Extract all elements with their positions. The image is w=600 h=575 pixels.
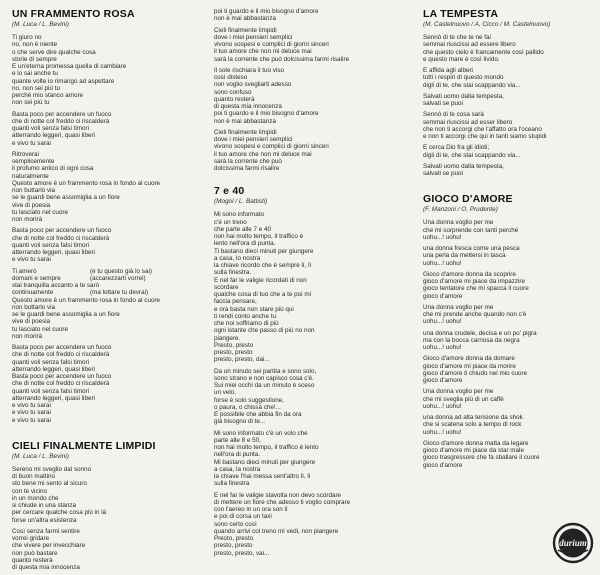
lyric-line: e vivo tu sarai: [12, 139, 51, 147]
lyric-line: lento nell'ora di punta.: [214, 240, 276, 248]
logo-text: durium: [559, 538, 587, 548]
stanza: [423, 414, 593, 436]
lyric-line: Salvati uomo dalla tempesta,: [423, 92, 504, 100]
stanza: [423, 388, 593, 410]
lyric-line: gioco d'amore mi piace da morire: [423, 362, 516, 370]
lyric-line: Da un minuto sei partita e sono solo,: [214, 367, 317, 375]
lyric-line: sono certo così: [214, 520, 257, 528]
stanza: [214, 129, 404, 173]
lyric-line: una donna crudele, decisa e un po' pigra: [423, 329, 537, 337]
lyric-line: non buttarlo via: [12, 303, 56, 311]
song-credit-frammento: (M. Luca / L. Bevini): [12, 21, 69, 28]
lyric-line: E nel far le valigie ricordati di non: [214, 276, 307, 284]
lyric-line: semmai riuscissi ad essere libero: [423, 41, 516, 49]
lyric-line: atterrando leggeri, quasi liberi: [12, 249, 95, 256]
song-title-sette: 7 e 40: [214, 185, 245, 198]
stanza: [214, 67, 404, 125]
lyric-line: dove i miei pensieri semplici: [214, 33, 293, 41]
lyric-line: Gioco d'amore donna da domare: [423, 355, 515, 363]
lyric-line: quanto resterà: [12, 556, 53, 564]
song-credit-cieli: (M. Luca / L. Bevini): [12, 452, 69, 460]
song-title-gioco: GIOCO D'AMORE: [423, 193, 513, 206]
lyric-line: no, non sei più tu: [12, 84, 60, 92]
stanza: [214, 430, 404, 488]
song-credit-tempesta: (M. Castelnuovo / A. Cicco / M. Castelnuovo): [423, 21, 551, 28]
stanza: [423, 111, 593, 140]
lyric-line: e questo mare è così livido.: [423, 55, 500, 63]
lyric-line: uohu...! uohu!: [423, 233, 462, 241]
lyric-line: sono confuso: [214, 88, 252, 96]
lyric-line: [12, 268, 202, 275]
lyric-line: Cieli finalmente limpidi: [214, 26, 277, 34]
lyric-line: uohu...! uohu!: [423, 344, 462, 351]
lyric-line: quanti voli senza falsi timori: [12, 387, 89, 395]
lyric-line: e vivo tu sarai: [12, 402, 51, 409]
lyric-line: una perla da mettersi in tasca: [423, 252, 506, 260]
stanza: [214, 368, 404, 426]
lyric-line: quanti voli senza falsi timori: [12, 125, 89, 132]
lyric-line: vive di poesia: [12, 318, 51, 326]
lyric-text: continuamente: [12, 289, 54, 297]
column-left: [12, 8, 202, 575]
lyric-line: salvati se puoi: [423, 100, 463, 107]
lyric-line: vivono sospesi e complici di giorni sinceri: [214, 41, 329, 48]
lyric-line: Mi sono informato: [214, 211, 265, 219]
lyric-text: Ti amerò: [12, 267, 37, 275]
lyric-line: sulla finestra: [214, 480, 250, 488]
lyric-line: Basta poco per accendere un fuoco: [12, 110, 112, 118]
lyric-line: Ti bastano dieci minuti per giungere: [214, 247, 314, 255]
stanza: [423, 163, 593, 178]
lyric-line: vive di poesia: [12, 201, 51, 209]
lyric-line: Una donna voglio per me: [423, 303, 494, 311]
lyric-line: Questo amore è un frammento rosa in fondo al cuore: [12, 296, 161, 304]
lyric-text: domani e sempre: [12, 274, 61, 282]
stanza: [423, 34, 593, 63]
lyric-line: tu lasciato nel cuore: [12, 325, 69, 333]
lyric-line: presto, presto, dai...: [214, 356, 270, 364]
lyric-line: ogni istante che passo di più no non: [214, 327, 315, 335]
lyric-line: quando arrivi col treno mi vedi, non piangere: [214, 527, 339, 535]
lyric-line: che non ti accorgi che l'affatto ora l'oceano: [423, 125, 542, 133]
lyric-line: e poi di corsa un taxi: [214, 513, 272, 521]
lyric-line: il tuo amore che non mi deluce mai: [214, 48, 312, 56]
lyric-line: salvati se puoi: [423, 170, 463, 177]
lyric-line: e vivo tu sarai: [12, 416, 51, 424]
lyric-line: presto, presto, vai...: [214, 549, 270, 557]
lyric-line: Sui miei occhi da un minuto è sceso: [214, 382, 315, 389]
lyrics-cieli-part1: [12, 466, 202, 572]
lyric-line: che mi sorprende con tanti perché: [423, 226, 519, 234]
stanza: [12, 111, 202, 147]
lyric-line: Ritroverai: [12, 150, 39, 158]
lyric-line: [12, 275, 202, 282]
lyric-line: che noi soffriamo di più: [214, 320, 279, 327]
stanza: [423, 93, 593, 108]
lyric-line: È possibile che abbia fin da ora: [214, 411, 302, 418]
lyric-line: Mi bastano dieci minuti per giungere: [214, 458, 316, 466]
stanza: [423, 271, 593, 300]
lyric-line: Il sole rischiara il tuo viso: [214, 66, 284, 74]
lyric-line: a casa, la nostra: [214, 465, 261, 473]
lyric-line: uohu...! uohu!: [423, 318, 462, 326]
lyric-line: che mi prende anche quando non c'è: [423, 311, 527, 318]
stanza: [423, 219, 593, 241]
lyric-line: non morirà: [12, 216, 43, 223]
lyric-line: E cerca Dio fra gli idioti;: [423, 144, 490, 152]
lyric-line: di questa mia innocenza: [12, 564, 80, 571]
lyric-line: gioco trasgressore che fa sballare il cuore: [423, 454, 540, 462]
lyric-line: Ti giuro no: [12, 34, 42, 41]
durium-logo: [552, 522, 594, 564]
lyric-line: Sennò di te che te ne fai: [423, 34, 491, 41]
lyric-line: il profumo antico di ogni cosa: [12, 165, 94, 173]
lyric-line: vorrei gridare: [12, 535, 50, 542]
lyric-line: se le guardi bene assomiglia a un fiore: [12, 311, 120, 318]
lyric-line: Salvati uomo dalla tempesta,: [423, 162, 504, 170]
lyric-line: naturalmente: [12, 172, 49, 180]
stanza: [214, 492, 404, 557]
lyric-line: gioco d'amore: [423, 377, 463, 384]
lyric-line: sulla finestra.: [214, 269, 252, 277]
lyric-line: no, non è niente: [12, 41, 58, 49]
lyric-line: non è mai abbastanza: [214, 15, 276, 23]
lyric-line: E nel far le valigie stavolta non devo scordare: [214, 491, 342, 499]
song-title-frammento: UN FRAMMENTO ROSA: [12, 8, 135, 20]
lyric-line: Questo amore è un frammento rosa in fondo al cuore: [12, 179, 161, 187]
lyric-line: poi ti guardo e il mio bisogno d'amore: [214, 110, 319, 118]
lyric-line: parte alle 8 e 50,: [214, 436, 261, 444]
lyric-line: un velo,: [214, 389, 237, 397]
stanza: [423, 355, 593, 384]
lyric-line: il tuo amore che non mi deluce mai: [214, 150, 312, 158]
lyric-line: Così senza farmi sentire: [12, 527, 80, 535]
lyric-line: tutti i respiri di questo mondo: [423, 74, 504, 82]
lyric-line: quanti voli senza falsi timori: [12, 241, 89, 249]
lyric-line: poi ti guardo e il mio bisogno d'amore: [214, 8, 319, 15]
lyric-line: con l'aereo in un ora son lì: [214, 506, 288, 513]
lyric-line: forse un'altra esistenza: [12, 516, 77, 524]
lyric-line: dolcissima farmi risalire: [214, 165, 280, 172]
lyric-line: Sereno mi sveglio dal sonno: [12, 465, 92, 473]
lyric-line: Gioco d'amore donna matta da legare: [423, 439, 529, 447]
lyric-echo: (accarezzarti vorrei): [90, 274, 146, 282]
lyric-line: con te vicino: [12, 487, 48, 495]
lyric-line: Cieli finalmente limpidi: [214, 128, 277, 136]
lyric-line: una donna ad alta tensione da shok: [423, 414, 523, 421]
lyric-line: di mettere un fiore che adesso ti voglio comprare: [214, 498, 351, 506]
lyric-line: così disteso: [214, 74, 248, 81]
lyric-line: e ora basta non stare più qui: [214, 305, 294, 313]
column-middle: [214, 8, 404, 561]
lyric-line: scordare: [214, 283, 239, 291]
lyric-line: presto, presto: [214, 542, 253, 550]
lyric-line: Presto, presto: [214, 341, 254, 349]
lyric-line: Mi sono informato c'è un volo che: [214, 429, 308, 437]
lyric-line: dove i miei pensieri semplici: [214, 136, 293, 143]
lyric-line: semmai riuscissi ad esser libero: [423, 118, 513, 126]
lyric-echo: (e tu questo già lo sai): [90, 267, 152, 275]
lyric-line: la chiave ricordo che è sempre lì, lì: [214, 262, 312, 269]
lyric-line: non buttarlo via: [12, 187, 56, 194]
lyric-line: gioco d'amore mi piace da star male: [423, 447, 524, 454]
lyric-line: piangere.: [214, 334, 241, 342]
lyric-line: Presto, presto: [214, 535, 254, 542]
lyric-line: non è mai abbastanza: [214, 117, 276, 125]
song-credit-sette: (Mogol / L. Battisti): [214, 198, 268, 206]
lyric-line: non voglio svegliarti adesso: [214, 81, 292, 89]
lyric-line: [12, 289, 202, 296]
stanza: [423, 245, 593, 267]
lyric-line: che mi sveglia più di un caffè: [423, 395, 504, 403]
lyrics-frammento: [12, 34, 202, 424]
lyric-line: e non ti accorgi che qui in tanti siamo stupidi: [423, 133, 547, 140]
lyric-line: atterrando leggeri, quasi liberi: [12, 394, 95, 402]
stanza: [12, 466, 202, 524]
lyric-line: già bisogno di te...: [214, 418, 266, 426]
lyric-line: Sennò di te cosa sarà: [423, 111, 484, 119]
stanza: [423, 330, 593, 352]
song-title-cieli: CIELI FINALMENTE LIMPIDI: [12, 439, 156, 452]
lyric-line: che di notte col freddo ci riscalderà: [12, 380, 110, 388]
stanza: [12, 34, 202, 107]
lyric-line: di buon mattino: [12, 473, 56, 480]
lyric-line: per cercare qualche cosa più in là: [12, 509, 107, 517]
lyrics-cieli-part2: [214, 8, 404, 172]
lyric-line: ma con la bocca carnosa da negra: [423, 336, 520, 344]
lyric-line: che parte alle 7 e 40: [214, 225, 272, 233]
lyrics-sette: [214, 211, 404, 557]
lyric-line: gioco d'amore: [423, 292, 463, 300]
lyric-line: nell'ora di punta.: [214, 451, 261, 459]
lyric-line: qualche cosa di tuo che a te poi mi: [214, 291, 311, 298]
lyric-line: [12, 282, 202, 289]
lyric-line: uohu...! uohu!: [423, 259, 462, 267]
lyric-line: E affida agli alberi: [423, 67, 473, 74]
lyric-line: sarà la corrente che può dolcissima farmi risalire: [214, 55, 350, 63]
stanza: [12, 151, 202, 224]
lyric-line: quante volte io rimango ad aspettare: [12, 77, 115, 85]
stanza: [214, 211, 404, 363]
stanza: [12, 268, 202, 341]
song-credit-gioco: (F. Manzoni / O. Prudente): [423, 206, 498, 214]
lyric-line: in un mondo che: [12, 494, 59, 502]
lyric-line: una donna fresca come una pesca: [423, 245, 520, 252]
lyric-line: tu lasciato nel cuore: [12, 208, 69, 216]
lyric-line: sto bene mi sento al sicuro: [12, 480, 87, 488]
lyric-text: stai tranquilla accanto a te sarò: [12, 282, 100, 289]
stanza: [214, 27, 404, 63]
lyric-line: atterrando leggeri, quasi liberi: [12, 365, 95, 373]
lyrics-tempesta: [423, 34, 593, 177]
stanza: [12, 344, 202, 424]
lyric-line: uohu...! uohu!: [423, 402, 462, 410]
lyric-line: faccia pensare,: [214, 298, 257, 306]
lyric-line: che si scatena solo a tempo di rock: [423, 421, 522, 429]
lyric-line: si chiude in una stanza: [12, 502, 77, 509]
lyric-line: atterrando leggeri, quasi liberi: [12, 132, 95, 140]
lyric-line: non sei più tu: [12, 99, 50, 107]
lyric-line: ti rendi conto anche tu: [214, 312, 276, 320]
lyric-line: Basta poco per accendere un fuoco: [12, 227, 112, 235]
lyric-line: e vivo tu sarai: [12, 409, 51, 417]
lyric-line: che di notte col freddo ci riscalderà: [12, 117, 110, 125]
lyric-line: non hai molto tempo, il traffico è lento: [214, 444, 319, 451]
lyric-line: sarà la corrente che può: [214, 157, 282, 165]
lyric-line: c'è un treno: [214, 218, 247, 226]
stanza: [12, 227, 202, 263]
lyric-line: che di notte col freddo ci riscalderà: [12, 351, 110, 359]
lyric-line: digli di te, che stai scappando via...: [423, 81, 521, 89]
lyric-line: e lo sai anche tu: [12, 70, 58, 78]
lyric-line: gioco tentatore che mi spacca il cuore: [423, 285, 529, 293]
lyric-line: non può bastare: [12, 549, 58, 557]
lyric-line: che vivere per invecchiare: [12, 542, 86, 550]
lyric-line: gioco d'amore ti chiudo nel mio cuore: [423, 369, 528, 377]
stanza: [12, 528, 202, 572]
lyric-line: sono strano e non capisco cosa c'è.: [214, 374, 314, 382]
lyric-line: presto, presto: [214, 349, 253, 356]
lyric-line: non hai molto tempo, il traffico è: [214, 233, 304, 240]
lyric-line: Gioco d'amore donna da scoprire: [423, 270, 516, 278]
stanza: [214, 8, 404, 23]
lyric-line: quanti voli senza falsi timori: [12, 358, 89, 366]
lyric-line: e vivo tu sarai: [12, 256, 51, 264]
lyric-line: perché mio stanco amore: [12, 92, 84, 99]
lyric-line: se le guardi bene assomiglia a un fiore: [12, 194, 120, 202]
lyric-line: vivono sospesi e complici di giorni sinceri: [214, 143, 329, 151]
lyric-line: o che serve dire qualche cosa: [12, 48, 96, 56]
lyric-line: la chiave l'hai messa sent'altro lì, lì: [214, 473, 311, 480]
lyric-line: quanto resterà: [214, 95, 255, 103]
lyric-line: digli di te, che stai scappando via...: [423, 151, 521, 159]
lyric-line: o paura, o chissà che!...: [214, 403, 281, 411]
lyric-line: che questo cielo è francamente così pallido: [423, 48, 544, 56]
song-title-tempesta: LA TEMPESTA: [423, 8, 499, 20]
lyric-echo: (ma lottare tu devrai): [90, 289, 149, 297]
stanza: [423, 144, 593, 159]
stanza: [423, 304, 593, 326]
lyric-line: forse è solo suggestione,: [214, 396, 285, 404]
lyric-line: uohu...! uohu!: [423, 428, 462, 436]
lyric-line: E un'eterna promessa quella di cambiare: [12, 63, 127, 70]
lyric-line: gioco d'amore mi piace da impazzire: [423, 278, 525, 285]
lyric-line: Una donna voglio per me: [423, 219, 494, 227]
lyric-line: non morirà: [12, 332, 43, 340]
lyric-line: storie di sempre: [12, 55, 57, 63]
lyric-line: semplicemente: [12, 158, 55, 165]
column-right: [423, 8, 593, 473]
lyric-line: Basta poco per accendere un fuoco: [12, 373, 112, 380]
stanza: [423, 440, 593, 469]
lyric-line: Basta poco per accendere un fuoco: [12, 344, 112, 351]
lyric-line: di questa mia innocenza: [214, 103, 282, 110]
stanza: [423, 67, 593, 89]
lyric-line: a casa, lo nostra: [214, 254, 261, 262]
lyric-line: che di notte col freddo ci riscalderà: [12, 234, 110, 242]
lyrics-gioco: [423, 219, 593, 469]
lyric-line: gioco d'amore: [423, 461, 463, 469]
lyric-line: Una donna voglio per me: [423, 388, 494, 396]
